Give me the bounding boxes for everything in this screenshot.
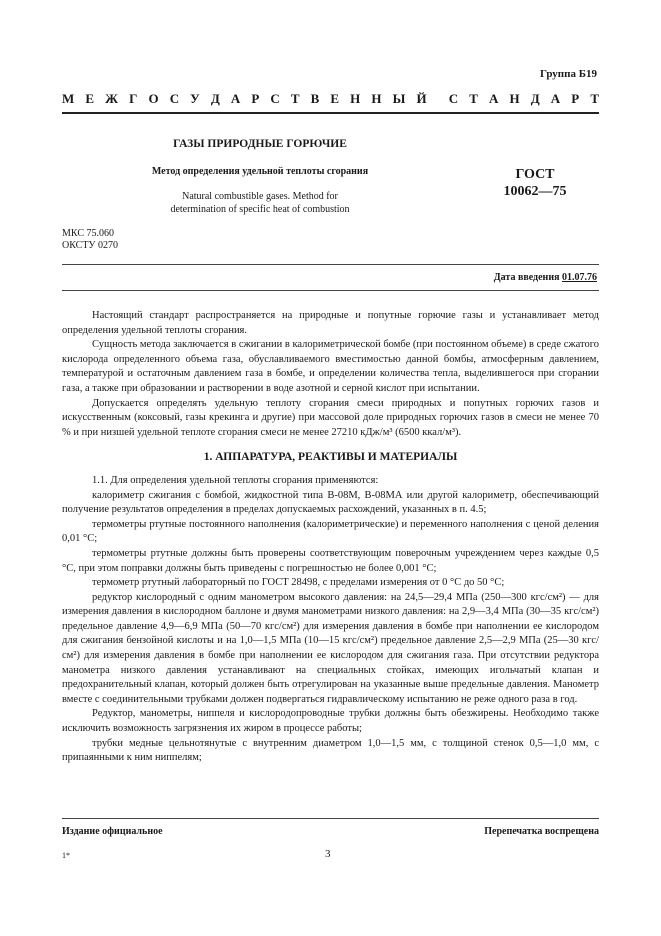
standard-title-letter: О	[148, 91, 159, 106]
standard-title-letter: Д	[530, 91, 540, 106]
english-title-line1: Natural combustible gases. Method for	[182, 191, 338, 202]
paragraph-calorimeter: калориметр сжигания с бомбой, жидкостной типа В-08М, В-08МА или другой калориметр, обеспечивающий получение результатов определения в пределах допускаемых расхождений, указанных в п. 4.5;	[62, 489, 599, 516]
edition-label: Издание официальное	[62, 826, 163, 837]
standard-title-letter: М	[62, 91, 75, 106]
standard-title-letter: Ж	[105, 91, 118, 106]
page-number: 3	[325, 848, 331, 860]
english-title	[140, 190, 380, 216]
paragraph-scope: Настоящий стандарт распространяется на природные и попутные горючие газы и устанавливает метод определения удельной теплоты сгорания.	[62, 310, 599, 336]
standard-title-letter: Д	[210, 91, 220, 106]
standard-title-letter: С	[448, 91, 459, 106]
standard-title-letter: А	[489, 91, 499, 106]
signature-mark: 1*	[62, 851, 70, 860]
standard-title-letter: Т	[590, 91, 599, 106]
paragraph-method-essence: Сущность метода заключается в сжигании в калориметрической бомбе (при постоянном объеме) в среде сжатого кислорода определенного объема газа, обуславливаемого вместимостью данной бомбы, атмосферным давлением, температурой и остаточным давлением газа в бомбе, и определении количества тепла, выделившегося при сгорании газа, а также при образовании и растворении в воде азотной и серной кислот при испытании.	[62, 339, 599, 394]
paragraph-thermometers: термометры ртутные постоянного наполнения (калориметрические) и переменного наполнения с ценой деления 0,01 °С;	[62, 518, 599, 545]
paragraph-mixtures: Допускается определять удельную теплоту сгорания смеси природных и попутных горючих газов и искусственным (коксовый, газы крекинга и другие) при массовой доле природных горючих газов в смеси не менее 70 % и при низшей удельной теплоте сгорания смеси не менее 27210 кДж/м³ (6500 ккал/м³).	[62, 397, 599, 438]
date-rule	[62, 290, 599, 291]
paragraph-1-1: 1.1. Для определения удельной теплоты сгорания применяются:	[92, 474, 379, 486]
standard-title-letter: Ы	[392, 91, 406, 106]
classification-codes	[62, 228, 118, 252]
standard-title-letter: С	[169, 91, 180, 106]
english-title-line2: determination of specific heat of combustion	[170, 204, 350, 215]
gost-code: 10062—75	[503, 184, 567, 199]
standard-title-letter: А	[550, 91, 561, 106]
footer-rule	[62, 818, 599, 819]
header-rule	[62, 112, 599, 114]
standard-title-letter: В	[310, 91, 320, 106]
standard-title-letter: Й	[416, 91, 427, 106]
standard-title-letter: Г	[129, 91, 138, 106]
gost-label: ГОСТ	[515, 167, 555, 182]
effective-date-label: Дата введения	[493, 272, 560, 283]
standard-title-letter: Т	[290, 91, 300, 106]
okstu-code: ОКСТУ 0270	[62, 240, 119, 251]
standard-title-letter: У	[190, 91, 200, 106]
standard-title-letter: Н	[371, 91, 382, 106]
standard-title-letter: Р	[571, 91, 580, 106]
standard-title-letter: Е	[85, 91, 95, 106]
mks-code: МКС 75.060	[62, 228, 114, 239]
paragraph-lab-thermometer: термометр ртутный лабораторный по ГОСТ 28498, с пределами измерения от 0 °С до 50 °С;	[92, 577, 505, 589]
standard-title-letter: Е	[330, 91, 340, 106]
gost-number	[490, 166, 580, 200]
effective-date-value: 01.07.76	[562, 272, 597, 283]
standard-title-letter: Т	[469, 91, 478, 106]
section-heading-1: 1. АППАРАТУРА, РЕАКТИВЫ И МАТЕРИАЛЫ	[203, 451, 458, 464]
paragraph-thermometer-check: термометры ртутные должны быть проверены соответствующим поверочным учреждением через каждые 0,5 °С, при этом поправки должны быть приведены с погрешностью не более 0,001 °С;	[62, 547, 599, 574]
standard-title-letter: Н	[350, 91, 361, 106]
standard-title-letter: Н	[509, 91, 520, 106]
document-subtitle: Метод определения удельной теплоты сгорания	[151, 166, 369, 177]
codes-rule	[62, 264, 599, 265]
paragraph-tubes: трубки медные цельнотянутые с внутренним диаметром 1,0—1,5 мм, с толщиной стенок 0,5—1,0 мм, с припаянными к ним ниппелям;	[62, 737, 599, 764]
effective-date	[494, 272, 597, 283]
standard-title-letter: С	[270, 91, 280, 106]
standard-title-letter: А	[230, 91, 241, 106]
paragraph-degreasing: Редуктор, манометры, ниппеля и кислородопроводные трубки должны быть обезжирены. Необходимо также исключить возможность загрязнения их жиром в процессе работы;	[62, 708, 599, 735]
group-label: Группа Б19	[540, 68, 597, 80]
document-title: ГАЗЫ ПРИРОДНЫЕ ГОРЮЧИЕ	[173, 138, 347, 150]
paragraph-reducer: редуктор кислородный с одним манометром высокого давления: на 24,5—29,4 МПа (250—300 кгс/см²) — для измерения давления в кислородном баллоне и двумя манометрами низкого давления: на 2,9—3,4 МПа (30—35 кгс/см²) предельное давление 4,9—6,9 МПа (50—70 кгс/см²) для измерения давления в бомбе при наполнении ее кислородом для сжигания бензойной кислоты и на 1,0—1,5 МПа (10—15 кгс/см²) предельное давление 2,5—2,9 МПа (25—30 кгс/см²) для измерения давления в бомбе при наполнении ее кислородом для сжигания газа. При отсутствии редуктора манометра низкого давления устанавливают на специальных стойках, имеющих игольчатый клапан и предохранительный клапан, который должен быть отрегулирован на указанные выше предельные давления. Манометр вместе с соединительными трубками должен подвергаться гидравлическому испытанию не реже одного раза в год.	[62, 591, 599, 705]
standard-title	[62, 91, 599, 107]
reprint-label: Перепечатка воспрещена	[484, 826, 599, 837]
standard-title-letter: Р	[251, 91, 260, 106]
document-body	[62, 309, 599, 766]
